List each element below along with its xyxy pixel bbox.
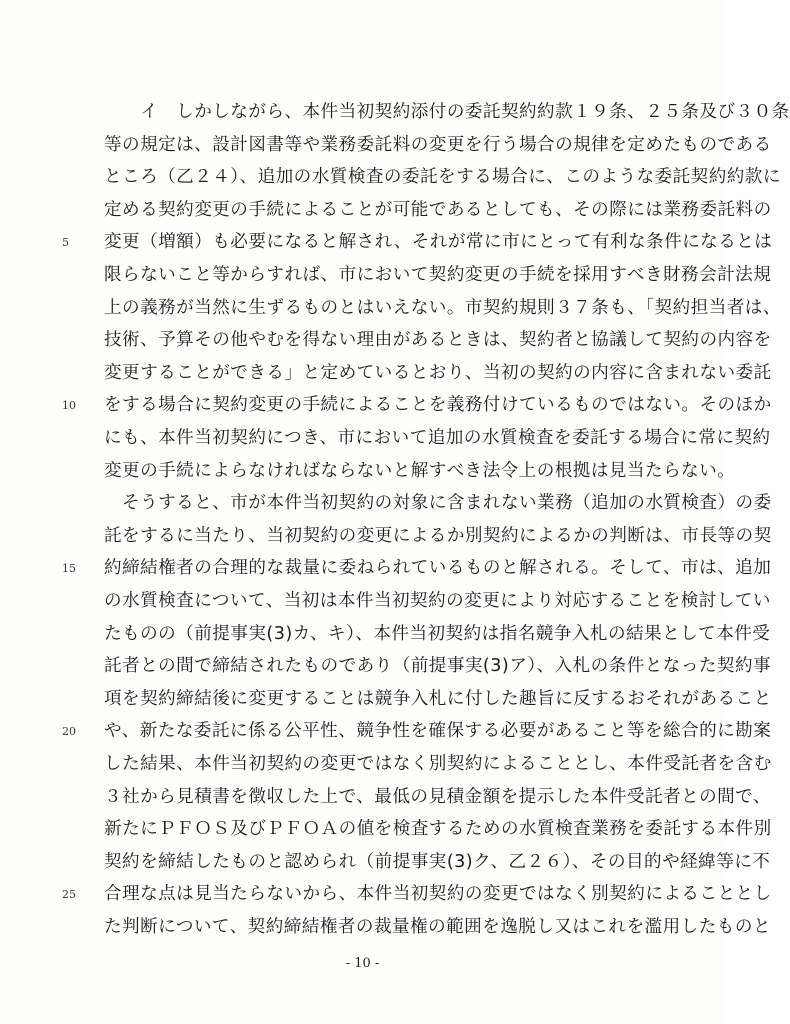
text-line-15: 約締結権者の合理的な裁量に委ねられているものと解される。そして、市は、追加 xyxy=(104,558,772,579)
text-line-20: や、新たな委託に係る公平性、競争性を確保する必要があること等を総合的に勘案 xyxy=(104,721,772,742)
text-line-5: 変更（増額）も必要になると解され、それが常に市にとって有利な条件になるとは xyxy=(104,232,773,253)
text-line-1: イ しかしながら、本件当初契約添付の委託契約約款１９条、２５条及び３０条 xyxy=(104,102,790,122)
text-line-25: 合理な点は見当たらないから、本件当初契約の変更ではなく別契約によることとし xyxy=(104,884,772,905)
text-line-8: 技術、予算その他やむを得ない理由があるときは、契約者と協議して契約の内容を xyxy=(104,330,772,351)
text-line-23: 新たにＰＦＯＳ及びＰＦＯＡの値を検査するための水質検査業務を委託する本件別 xyxy=(104,819,772,840)
line-number-15: 15 xyxy=(62,562,76,576)
text-line-3: ところ（乙２４）、追加の水質検査の委託をする場合に、このような委託契約約款に xyxy=(104,167,781,188)
text-line-24: 契約を締結したものと認められ（前提事実(3)ク、乙２６）、その目的や経緯等に不 xyxy=(104,851,771,872)
text-line-6: 限らないこと等からすれば、市において契約変更の手続を採用すべき財務会計法規 xyxy=(104,265,772,285)
line-number-25: 25 xyxy=(62,888,76,902)
text-line-18: 託者との間で締結されたものであり（前提事実(3)ア）、入札の条件となった契約事 xyxy=(104,656,772,677)
text-line-12: 変更の手続によらなければならないと解すべき法令上の根拠は見当たらない。 xyxy=(104,460,736,481)
page-number: - 10 - xyxy=(345,955,380,971)
text-line-19: 項を契約締結後に変更することは競争入札に付した趣旨に反するおそれがあること xyxy=(104,688,772,709)
text-line-4: 定める契約変更の手続によることが可能であるとしても、その際には業務委託料の xyxy=(104,199,772,220)
text-line-17: たものの（前提事実(3)カ、キ）、本件当初契約は指名競争入札の結果として本件受 xyxy=(104,623,771,644)
text-line-21: した結果、本件当初契約の変更ではなく別契約によることとし、本件受託者を含む xyxy=(104,754,772,774)
text-line-26: た判断について、契約締結権者の裁量権の範囲を逸脱し又はこれを濫用したものと xyxy=(104,917,771,937)
line-number-5: 5 xyxy=(62,236,69,250)
line-number-20: 20 xyxy=(62,725,76,739)
text-line-22: ３社から見積書を徴収した上で、最低の見積金額を提示した本件受託者との間で、 xyxy=(104,786,771,807)
text-line-13: そうすると、市が本件当初契約の対象に含まれない業務（追加の水質検査）の委 xyxy=(104,493,772,514)
text-line-16: の水質検査について、当初は本件当初契約の変更により対応することを検討してい xyxy=(104,591,771,611)
text-line-11: にも、本件当初契約につき、市において追加の水質検査を委託する場合に常に契約 xyxy=(104,428,771,448)
text-line-2: 等の規定は、設計図書等や業務委託料の変更を行う場合の規律を定めたものである xyxy=(104,134,772,155)
text-line-10: をする場合に契約変更の手続によることを義務付けているものではない。そのほか xyxy=(104,395,772,416)
text-line-9: 変更することができる」と定めているとおり、当初の契約の内容に含まれない委託 xyxy=(104,362,772,383)
line-number-10: 10 xyxy=(62,399,76,413)
text-line-7: 上の義務が当然に生ずるものとはいえない。市契約規則３７条も、「契約担当者は、 xyxy=(104,297,781,318)
text-line-14: 託をするに当たり、当初契約の変更によるか別契約によるかの判断は、市長等の契 xyxy=(104,525,772,546)
